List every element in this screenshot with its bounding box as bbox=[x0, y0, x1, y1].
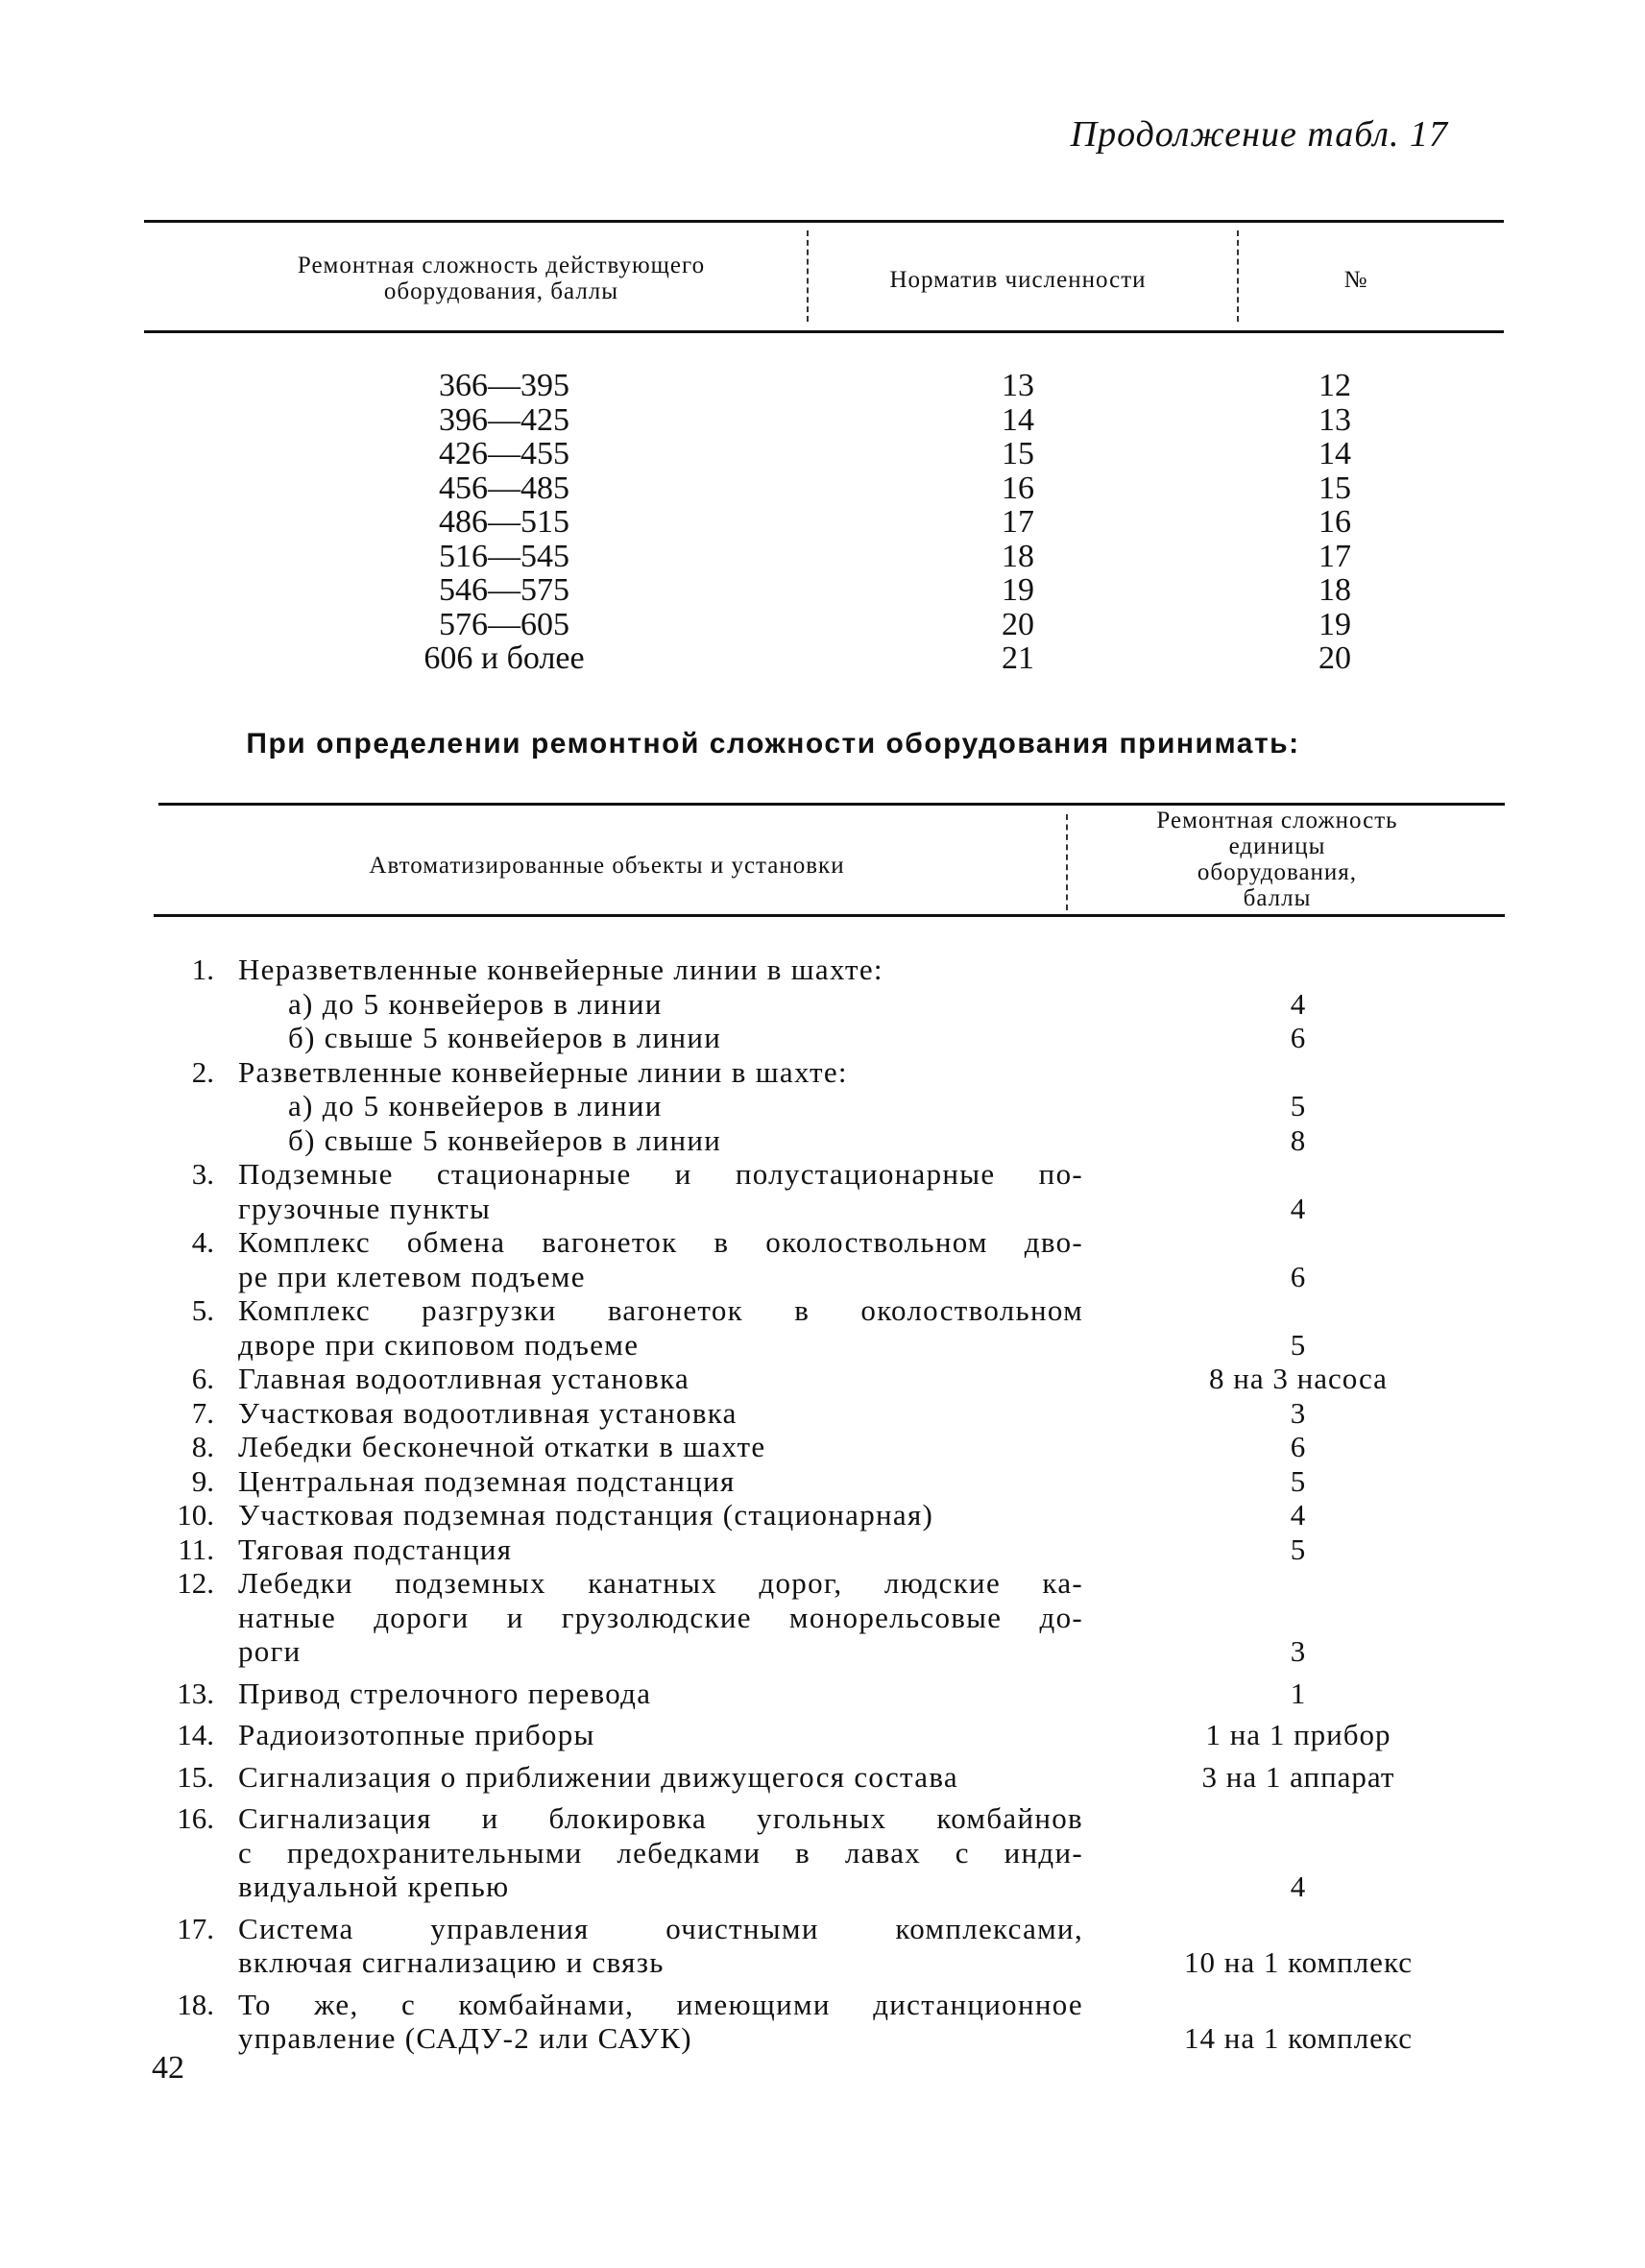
list-item-line bbox=[0, 1836, 1645, 1870]
table-continuation-title: Продолжение табл. 17 bbox=[1070, 114, 1448, 155]
list-item-line bbox=[0, 1677, 1645, 1711]
items-list bbox=[0, 953, 1645, 2056]
item-text: Главная водоотливная установка bbox=[238, 1362, 690, 1395]
item-value: 4 bbox=[1290, 1191, 1307, 1225]
list-item-line bbox=[0, 1055, 1645, 1090]
item-text: Система управления очистными комплексами, bbox=[238, 1911, 1083, 1945]
item-value: 3 на 1 аппарат bbox=[1201, 1759, 1395, 1794]
number-cell: 17 bbox=[1318, 538, 1351, 574]
list-item-line bbox=[0, 953, 1645, 987]
number-cell: 18 bbox=[1318, 572, 1351, 608]
item-text: Комплекс разгрузки вагонеток в околоствольном bbox=[238, 1293, 1083, 1327]
item-text: Лебедки подземных канатных дорог, людские ка- bbox=[238, 1566, 1083, 1600]
staffing-norm-cell: 14 bbox=[1002, 401, 1034, 438]
list-item-line bbox=[0, 1945, 1645, 1980]
item-number: 1. bbox=[191, 953, 214, 986]
list-item-line bbox=[0, 1634, 1645, 1669]
repair-complexity-cell: 396—425 bbox=[439, 401, 569, 438]
item-text: роги bbox=[238, 1634, 302, 1668]
header-line: оборудования, баллы bbox=[383, 278, 619, 304]
header-bottom-rule bbox=[154, 914, 1505, 917]
sub-item-value: 8 bbox=[1290, 1122, 1307, 1157]
header-bottom-rule bbox=[144, 330, 1504, 333]
repair-complexity-cell: 576—605 bbox=[439, 606, 569, 642]
item-text: Подземные стационарные и полустационарные по- bbox=[238, 1157, 1083, 1191]
item-value: 10 на 1 комплекс bbox=[1184, 1945, 1413, 1979]
list-item-line bbox=[0, 1225, 1645, 1260]
repair-complexity-cell: 426—455 bbox=[439, 436, 569, 471]
table-row bbox=[0, 471, 1645, 506]
table-top-rule bbox=[144, 220, 1504, 223]
page-number: 42 bbox=[152, 2050, 184, 2086]
item-value: 14 на 1 комплекс bbox=[1184, 2021, 1413, 2055]
column-divider bbox=[1066, 814, 1068, 910]
list-item-line bbox=[0, 1157, 1645, 1192]
number-cell: 14 bbox=[1318, 436, 1351, 471]
item-value: 3 bbox=[1290, 1634, 1307, 1668]
item-number: 3. bbox=[191, 1157, 214, 1191]
staffing-norm-cell: 16 bbox=[1002, 470, 1034, 506]
number-cell: 20 bbox=[1318, 640, 1351, 676]
item-value: 1 на 1 прибор bbox=[1205, 1718, 1391, 1751]
table-row bbox=[0, 403, 1645, 438]
item-text: грузочные пункты bbox=[238, 1191, 492, 1225]
list-item-line bbox=[0, 1532, 1645, 1567]
number-cell: 16 bbox=[1318, 504, 1351, 540]
item-text: управление (САДУ-2 или САУК) bbox=[238, 2021, 692, 2055]
sub-item-text: а) до 5 конвейеров в линии bbox=[288, 986, 663, 1021]
table-row bbox=[0, 641, 1645, 676]
sub-item-line bbox=[0, 1021, 1645, 1055]
sub-item-text: б) свыше 5 конвейеров в линии bbox=[288, 1122, 722, 1157]
list-item-line bbox=[0, 1464, 1645, 1499]
sub-item-line bbox=[0, 987, 1645, 1022]
item-text: с предохранительными лебедками в лавах с инди- bbox=[238, 1835, 1083, 1870]
table-row bbox=[0, 573, 1645, 608]
repair-complexity-cell: 456—485 bbox=[439, 470, 569, 506]
item-number: 16. bbox=[177, 1801, 214, 1835]
list-item-line bbox=[0, 1760, 1645, 1795]
table-row bbox=[0, 608, 1645, 642]
table-row bbox=[0, 540, 1645, 574]
item-text: Центральная подземная подстанция bbox=[238, 1463, 736, 1498]
item-text: Комплекс обмена вагонеток в околоствольном дво- bbox=[238, 1225, 1083, 1259]
column-divider bbox=[807, 230, 809, 322]
item-number: 18. bbox=[177, 1987, 214, 2021]
staffing-norm-cell: 13 bbox=[1002, 368, 1034, 403]
staffing-norm-cell: 21 bbox=[1002, 640, 1034, 676]
column-header-objects: Автоматизированные объекты и установки bbox=[369, 853, 845, 879]
table-row bbox=[0, 437, 1645, 471]
list-item-line bbox=[0, 1328, 1645, 1363]
column-header-repair-complexity bbox=[298, 253, 705, 304]
list-item-line bbox=[0, 2021, 1645, 2056]
item-value: 4 bbox=[1290, 1870, 1307, 1903]
repair-complexity-cell: 486—515 bbox=[439, 504, 569, 540]
item-text: Привод стрелочного перевода bbox=[238, 1676, 652, 1710]
header-line: единицы bbox=[1228, 833, 1326, 859]
list-item-line bbox=[0, 1430, 1645, 1464]
column-header-staffing-norm: Норматив численности bbox=[889, 267, 1147, 293]
list-item-line bbox=[0, 1566, 1645, 1601]
item-value: 4 bbox=[1290, 1498, 1307, 1532]
item-value: 8 на 3 насоса bbox=[1209, 1362, 1388, 1395]
item-text: Радиоизотопные приборы bbox=[238, 1718, 595, 1751]
item-text: Участковая подземная подстанция (стационарная) bbox=[238, 1498, 934, 1532]
item-text: Неразветвленные конвейерные линии в шахте: bbox=[238, 953, 883, 986]
sub-item-line bbox=[0, 1089, 1645, 1123]
number-cell: 12 bbox=[1318, 368, 1351, 403]
header-line: Ремонтная сложность действующего bbox=[297, 253, 706, 278]
number-cell: 19 bbox=[1318, 606, 1351, 642]
item-number: 17. bbox=[177, 1911, 214, 1945]
item-value: 6 bbox=[1290, 1430, 1307, 1463]
item-number: 7. bbox=[191, 1395, 214, 1430]
item-text: видуальной крепью bbox=[238, 1870, 510, 1903]
item-text: Разветвленные конвейерные линии в шахте: bbox=[238, 1054, 848, 1089]
list-item-line bbox=[0, 1192, 1645, 1226]
item-number: 8. bbox=[191, 1430, 214, 1463]
list-item-line bbox=[0, 1912, 1645, 1946]
item-number: 4. bbox=[191, 1225, 214, 1259]
list-item-line bbox=[0, 1988, 1645, 2022]
header-line: оборудования, bbox=[1197, 859, 1358, 885]
item-text: То же, с комбайнами, имеющими дистанционное bbox=[238, 1987, 1083, 2021]
sub-item-line bbox=[0, 1123, 1645, 1158]
column-header-unit-complexity bbox=[1156, 808, 1397, 911]
item-text: включая сигнализацию и связь bbox=[238, 1945, 665, 1979]
item-number: 15. bbox=[177, 1759, 214, 1794]
list-item-line bbox=[0, 1498, 1645, 1532]
repair-complexity-cell: 546—575 bbox=[439, 572, 569, 608]
sub-item-value: 5 bbox=[1290, 1089, 1307, 1122]
table-row bbox=[0, 369, 1645, 403]
item-text: ре при клетевом подъеме bbox=[238, 1259, 586, 1293]
list-item-line bbox=[0, 1396, 1645, 1431]
item-value: 1 bbox=[1290, 1676, 1307, 1710]
list-item-line bbox=[0, 1362, 1645, 1396]
number-cell: 15 bbox=[1318, 470, 1351, 506]
staffing-norm-cell: 20 bbox=[1002, 606, 1034, 642]
item-value: 5 bbox=[1290, 1327, 1307, 1362]
item-text: дворе при скиповом подъеме bbox=[238, 1327, 640, 1362]
header-line: Ремонтная сложность bbox=[1156, 808, 1398, 833]
item-number: 2. bbox=[191, 1054, 214, 1089]
list-item-line bbox=[0, 1801, 1645, 1836]
sub-item-value: 6 bbox=[1290, 1021, 1307, 1054]
list-item-line bbox=[0, 1260, 1645, 1294]
repair-complexity-cell: 516—545 bbox=[439, 538, 569, 574]
number-cell: 13 bbox=[1318, 401, 1351, 438]
repair-complexity-cell: 366—395 bbox=[439, 368, 569, 403]
section-heading: При определении ремонтной сложности оборудования принимать: bbox=[246, 728, 1300, 760]
item-text: Участковая водоотливная установка bbox=[238, 1395, 738, 1430]
item-number: 14. bbox=[177, 1718, 214, 1751]
item-number: 9. bbox=[191, 1463, 214, 1498]
item-number: 11. bbox=[178, 1532, 214, 1566]
sub-item-value: 4 bbox=[1290, 986, 1307, 1021]
item-number: 10. bbox=[177, 1498, 214, 1532]
list-item-line bbox=[0, 1601, 1645, 1635]
staffing-norm-cell: 17 bbox=[1002, 504, 1034, 540]
item-number: 5. bbox=[191, 1293, 214, 1327]
item-value: 6 bbox=[1290, 1259, 1307, 1293]
staffing-norm-cell: 19 bbox=[1002, 572, 1034, 608]
item-text: Сигнализация о приближении движущегося состава bbox=[238, 1759, 958, 1794]
list-item-line bbox=[0, 1718, 1645, 1752]
item-text: Лебедки бесконечной откатки в шахте bbox=[238, 1430, 766, 1463]
header-line: баллы bbox=[1243, 885, 1312, 911]
item-number: 6. bbox=[191, 1362, 214, 1395]
staffing-norm-cell: 18 bbox=[1002, 538, 1034, 574]
item-text: Тяговая подстанция bbox=[238, 1532, 513, 1566]
column-divider bbox=[1237, 230, 1239, 322]
item-text: натные дороги и грузолюдские монорельсовые до- bbox=[238, 1600, 1083, 1634]
list-item-line bbox=[0, 1293, 1645, 1328]
item-value: 5 bbox=[1290, 1532, 1307, 1566]
item-number: 12. bbox=[177, 1566, 214, 1600]
list-item-line bbox=[0, 1870, 1645, 1904]
item-value: 5 bbox=[1290, 1463, 1307, 1498]
staffing-norm-cell: 15 bbox=[1002, 436, 1034, 471]
repair-complexity-cell: 606 и более bbox=[423, 640, 585, 676]
column-header-number: № bbox=[1343, 267, 1368, 293]
item-number: 13. bbox=[177, 1676, 214, 1710]
item-text: Сигнализация и блокировка угольных комбайнов bbox=[238, 1801, 1083, 1835]
sub-item-text: а) до 5 конвейеров в линии bbox=[288, 1089, 663, 1122]
sub-item-text: б) свыше 5 конвейеров в линии bbox=[288, 1021, 722, 1054]
table-row bbox=[0, 505, 1645, 540]
table-top-rule bbox=[158, 803, 1505, 806]
item-value: 3 bbox=[1290, 1395, 1307, 1430]
